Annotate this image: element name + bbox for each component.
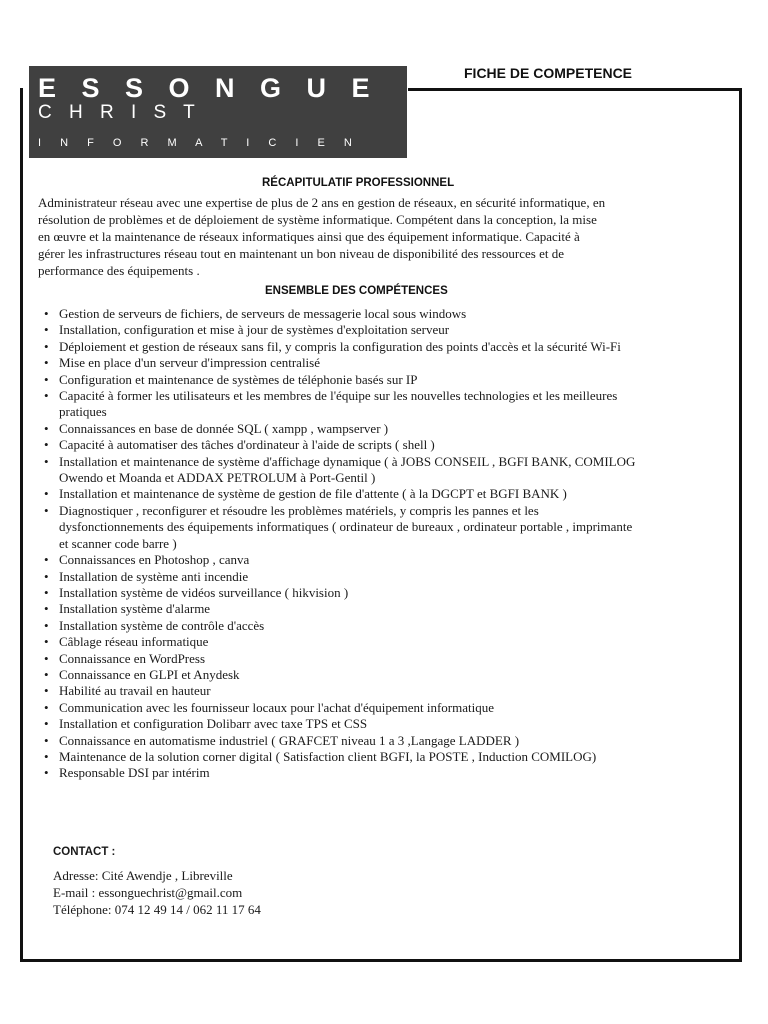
- skill-item: [40, 700, 740, 716]
- skill-item-line: • Communication avec les fournisseur locaux pour l'achat d'équipement informatique: [59, 699, 494, 715]
- skill-item: [40, 667, 740, 683]
- skill-item: [40, 372, 740, 388]
- skill-item: [40, 503, 740, 552]
- skill-item-line: • Déploiement et gestion de réseaux sans fil, y compris la configuration des points d'accès et la sécurité Wi-Fi: [59, 338, 621, 354]
- skill-item: [40, 339, 740, 355]
- skill-item-line: • Connaissances en Photoshop , canva: [59, 552, 250, 568]
- skill-item: [40, 421, 740, 437]
- skill-item-line: • Installation de système anti incendie: [59, 568, 249, 584]
- summary-line: résolution de problèmes et de déploiement de système informatique. Compétent dans la conception, la mise: [38, 212, 597, 227]
- skill-item: [40, 634, 740, 650]
- skill-item-line: • Maintenance de la solution corner digital ( Satisfaction client BGFI, la POSTE , Induction COMILOG): [59, 748, 597, 764]
- contact-title: CONTACT :: [53, 846, 116, 858]
- skill-item-line: • Installation et maintenance de système d'affichage dynamique ( à JOBS CONSEIL , BGFI BANK, COMILOG: [59, 453, 636, 469]
- skill-item: [40, 322, 740, 338]
- skill-item: [40, 716, 740, 732]
- skill-item: [40, 618, 740, 634]
- document-title: FICHE DE COMPETENCE: [464, 65, 633, 81]
- skill-item: [40, 552, 740, 568]
- skill-item: [40, 683, 740, 699]
- skill-item: [40, 733, 740, 749]
- summary-line: performance des équipements .: [38, 263, 200, 278]
- skill-item-line: • Capacité à automatiser des tâches d'ordinateur à l'aide de scripts ( shell ): [59, 437, 435, 453]
- skill-item: [40, 601, 740, 617]
- summary-text: [38, 194, 710, 279]
- skill-item-line: • Connaissance en automatisme industriel ( GRAFCET niveau 1 a 3 ,Langage LADDER ): [59, 732, 520, 748]
- summary-line: Administrateur réseau avec une expertise de plus de 2 ans en gestion de réseaux, en sécurité informatique, en: [38, 195, 606, 210]
- contact-address: Adresse: Cité Awendje , Libreville: [53, 868, 233, 883]
- skill-item: [40, 651, 740, 667]
- skill-item-line: • Installation système de vidéos surveillance ( hikvision ): [59, 584, 349, 600]
- skill-item-line: et scanner code barre ): [59, 535, 177, 551]
- skill-item: [40, 454, 740, 487]
- skill-item-line: • Installation, configuration et mise à jour de systèmes d'exploitation serveur: [59, 322, 450, 338]
- skill-item: [40, 388, 740, 421]
- summary-title: RÉCAPITULATIF PROFESSIONNEL: [262, 177, 455, 189]
- skill-item-line: • Câblage réseau informatique: [59, 634, 209, 650]
- skill-item-line: • Installation système de contrôle d'accès: [59, 617, 265, 633]
- skill-item-line: • Installation et configuration Dolibarr avec taxe TPS et CSS: [59, 716, 368, 732]
- contact-block: [53, 867, 261, 918]
- contact-phone: Téléphone: 074 12 49 14 / 062 11 17 64: [53, 902, 261, 917]
- skill-item-line: • Installation système d'alarme: [59, 601, 211, 617]
- skill-item-line: • Responsable DSI par intérim: [59, 765, 210, 781]
- skill-item: [40, 569, 740, 585]
- skill-item-line: • Diagnostiquer , reconfigurer et résoudre les problèmes matériels, y compris les pannes et les: [59, 502, 539, 518]
- job-title: I N F O R M A T I C I E N: [38, 137, 360, 149]
- skill-item-line: • Gestion de serveurs de fichiers, de serveurs de messagerie local sous windows: [59, 306, 467, 321]
- skill-item-line: • Connaissances en base de donnée SQL ( xampp , wampserver ): [59, 420, 389, 436]
- summary-line: en œuvre et la maintenance de réseaux informatiques ainsi que des équipement informatique. Capacité à: [38, 229, 580, 244]
- skill-item: [40, 585, 740, 601]
- summary-line: gérer les infrastructures réseau tout en maintenant un bon niveau de disponibilité des ressources et de: [38, 246, 564, 261]
- contact-email: E-mail : essonguechrist@gmail.com: [53, 885, 243, 900]
- skill-item: [40, 749, 740, 765]
- skill-item-line: • Configuration et maintenance de systèmes de téléphonie basés sur IP: [59, 371, 418, 387]
- skill-item-line: • Connaissance en WordPress: [59, 650, 206, 666]
- skill-item: [40, 486, 740, 502]
- skill-item: [40, 765, 740, 781]
- skill-item: [40, 306, 740, 322]
- skill-item-line: • Installation et maintenance de système de gestion de file d'attente ( à la DGCPT et BGFI BANK ): [59, 486, 567, 502]
- skills-list: [40, 306, 740, 782]
- name-header-box: [29, 66, 407, 158]
- frame-top-border: [408, 88, 742, 91]
- skill-item-line: • Connaissance en GLPI et Anydesk: [59, 666, 240, 682]
- skill-item-line: dysfonctionnements des équipements informatiques ( ordinateur de bureaux , ordinateur portable , imprimante: [59, 519, 633, 535]
- skill-item: [40, 437, 740, 453]
- skill-item-line: pratiques: [59, 404, 107, 420]
- skill-item-line: Owendo et Moanda et ADDAX PETROLUM à Port-Gentil ): [59, 470, 376, 486]
- skill-item: [40, 355, 740, 371]
- skill-item-line: • Capacité à former les utilisateurs et les membres de l'équipe sur les nouvelles technologies et les meilleures: [59, 388, 618, 404]
- skills-title: ENSEMBLE DES COMPÉTENCES: [265, 285, 448, 297]
- last-name: C H R I S T: [38, 102, 201, 123]
- skill-item-line: • Mise en place d'un serveur d'impression centralisé: [59, 355, 320, 371]
- first-name: E S S O N G U E: [38, 73, 379, 103]
- skill-item-line: • Habilité au travail en hauteur: [59, 683, 211, 699]
